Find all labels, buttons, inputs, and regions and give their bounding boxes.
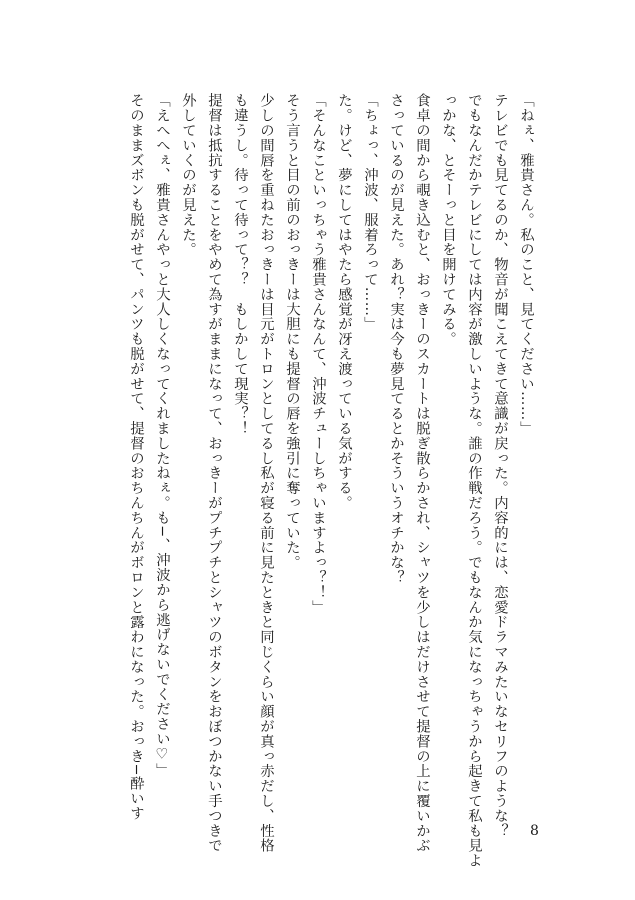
text-line: っかな、とそーっと目を開けてみる。 (440, 93, 456, 347)
text-line: 「えへへぇ、雅貴さんやっと大人しくなってくれましたねぇ。も−、沖波から逃げないでください♡」 (154, 93, 170, 778)
text-line: テレビでも見てるのか、物音が聞こえてきて意識が戻った。内容的には、恋愛ドラマみたいなセリフのような？ (492, 93, 508, 838)
text-line: 提督は抵抗することをやめて為すがままになって、おっきーがプチプチとシャツのボタンをおぼつかない手つきで (206, 93, 222, 853)
text-line: た。けど、夢にしてはやたら感覚が冴え渡っている気がする。 (336, 93, 352, 511)
text-line: も違うし。待って待って？？ もしかして現実？！ (232, 93, 248, 436)
page-number: 8 (530, 823, 539, 839)
text-line: そのままズボンも脱がせて、パンツも脱がせて、提督のおちんちんがボロンと露わになった。おっき−酔いす (128, 93, 144, 821)
text-line: 「そんなこといっちゃう雅貴さんなんて、沖波チューしちゃいますよっ？！」 (310, 93, 326, 615)
text-line: 食卓の間から覗き込むと、おっきーのスカートは脱ぎ散らかされ、シャツを少しはだけさせて提督の上に覆いかぶ (414, 93, 430, 853)
text-line: でもなんだかテレビにしては内容が激しいような。誰の作戦だろう。でもなんか気になっちゃうから起きて私も見よ (466, 93, 482, 868)
text-line: 外していくのが見えた。 (180, 93, 196, 257)
text-line: さっているのが見えた。あれ？実は今も夢見てるとかそういうオチかな？ (388, 93, 404, 585)
text-line: 「ちょっ、沖波、服着ろって……」 (362, 93, 378, 332)
body-text (123, 93, 539, 868)
text-line: 「ねぇ、雅貴さん。私のこと、見てください……」 (518, 93, 534, 436)
text-line: そう言うと目の前のおっきーは大胆にも提督の唇を強引に奪っていた。 (284, 93, 300, 570)
text-line: 少しの間唇を重ねたおっきーは目元がトロンとしてるし私が寝る前に見たときと同じくらい顔が真っ赤だし、性格 (258, 93, 274, 853)
